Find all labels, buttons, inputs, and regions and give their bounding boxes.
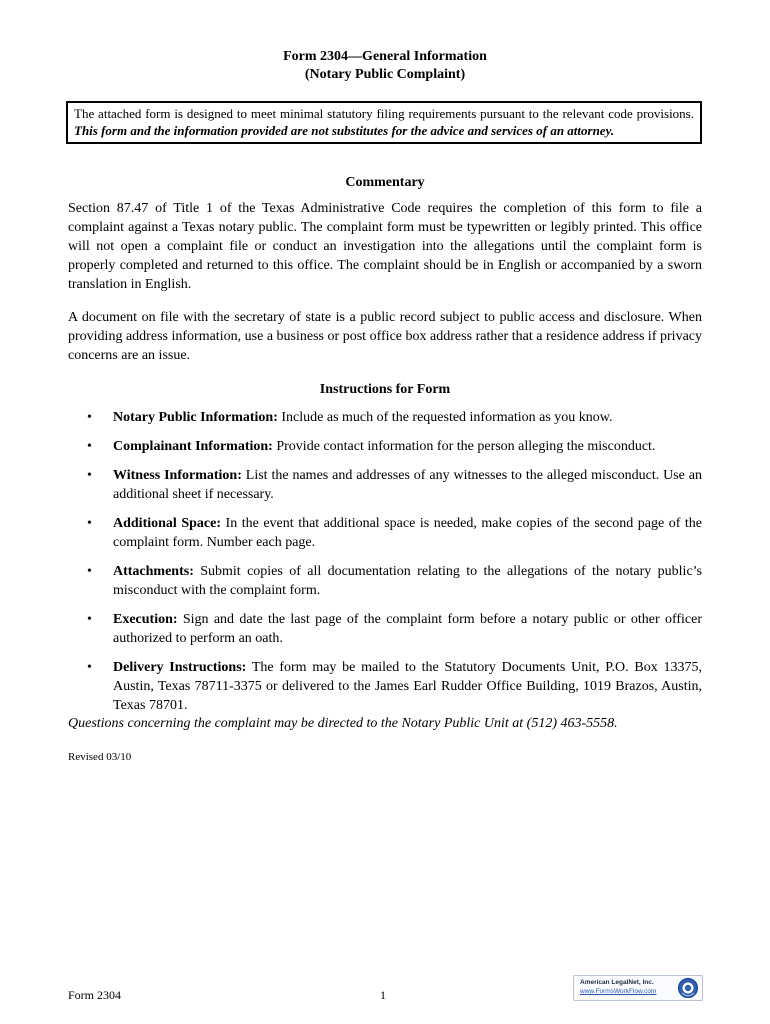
bullet-icon: • [87, 564, 92, 579]
publisher-logo[interactable] [573, 975, 703, 1001]
instruction-item [68, 562, 702, 600]
instruction-label: Complainant Information: [113, 439, 273, 454]
instruction-text: Include as much of the requested information as you know. [277, 410, 613, 425]
instruction-item [68, 610, 702, 648]
form-title: Form 2304—General Information [283, 49, 487, 64]
form-subtitle: (Notary Public Complaint) [304, 67, 466, 82]
instruction-text: Sign and date the last page of the complaint form before a notary public or other officer authorized to perform an oath. [113, 612, 702, 646]
instructions-heading: Instructions for Form [319, 382, 451, 397]
bullet-icon: • [87, 468, 92, 483]
disclaimer-emphasis: This form and the information provided are not substitutes for the advice and services of an attorney. [74, 123, 615, 138]
commentary-heading: Commentary [345, 175, 425, 190]
instruction-text: List the names and addresses of any witnesses to the alleged misconduct. Use an additional sheet if necessary. [113, 468, 702, 502]
instruction-label: Attachments: [113, 564, 194, 579]
bullet-icon: • [87, 612, 92, 627]
instruction-item [68, 658, 702, 715]
instruction-label: Delivery Instructions: [113, 660, 247, 675]
instruction-item [68, 514, 702, 552]
instruction-item [68, 437, 702, 456]
instruction-text: The form may be mailed to the Statutory Documents Unit, P.O. Box 13375, Austin, Texas 78711-3375 or delivered to the James Earl Rudder Office Building, 1019 Brazos, Austin, Texas 78701. [113, 660, 702, 713]
instruction-label: Witness Information: [113, 468, 242, 483]
revision-date: Revised 03/10 [68, 751, 132, 763]
instruction-text: In the event that additional space is needed, make copies of the second page of the complaint form. Number each page. [113, 516, 702, 550]
bullet-icon: • [87, 410, 92, 425]
logo-company-name: American LegalNet, Inc. [580, 979, 654, 986]
footer-page-number: 1 [380, 988, 386, 1002]
bullet-icon: • [87, 439, 92, 454]
globe-icon [677, 977, 699, 999]
logo-url-link[interactable]: www.FormsWorkFlow.com [580, 988, 657, 995]
bullet-icon: • [87, 660, 92, 675]
instruction-label: Execution: [113, 612, 178, 627]
commentary-paragraph-2: A document on file with the secretary of state is a public record subject to public access and disclosure. When providing address information, use a business or post office box address rather that a residence address if privacy concerns are an issue. [68, 310, 702, 363]
questions-note: Questions concerning the complaint may be directed to the Notary Public Unit at (512) 463-5558. [68, 716, 618, 731]
instructions-list [68, 408, 702, 725]
bullet-icon: • [87, 516, 92, 531]
instruction-item [68, 466, 702, 504]
instruction-label: Notary Public Information: [113, 410, 278, 425]
disclaimer-text: The attached form is designed to meet minimal statutory filing requirements pursuant to the relevant code provisions. [74, 106, 694, 121]
instruction-label: Additional Space: [113, 516, 221, 531]
instruction-text: Submit copies of all documentation relating to the allegations of the notary public’s misconduct with the complaint form. [113, 564, 702, 598]
disclaimer-box [66, 101, 702, 144]
instruction-text: Provide contact information for the person alleging the misconduct. [272, 439, 656, 454]
instruction-item [68, 408, 702, 427]
commentary-paragraph-1: Section 87.47 of Title 1 of the Texas Administrative Code requires the completion of this form to file a complaint against a Texas notary public. The complaint form must be typewritten or legibly printed. This office will not open a complaint file or conduct an investigation into the allegations until the complaint form is properly completed and returned to this office. The complaint should be in English or accompanied by a sworn translation in English. [68, 201, 702, 292]
footer-form-number: Form 2304 [68, 988, 122, 1002]
